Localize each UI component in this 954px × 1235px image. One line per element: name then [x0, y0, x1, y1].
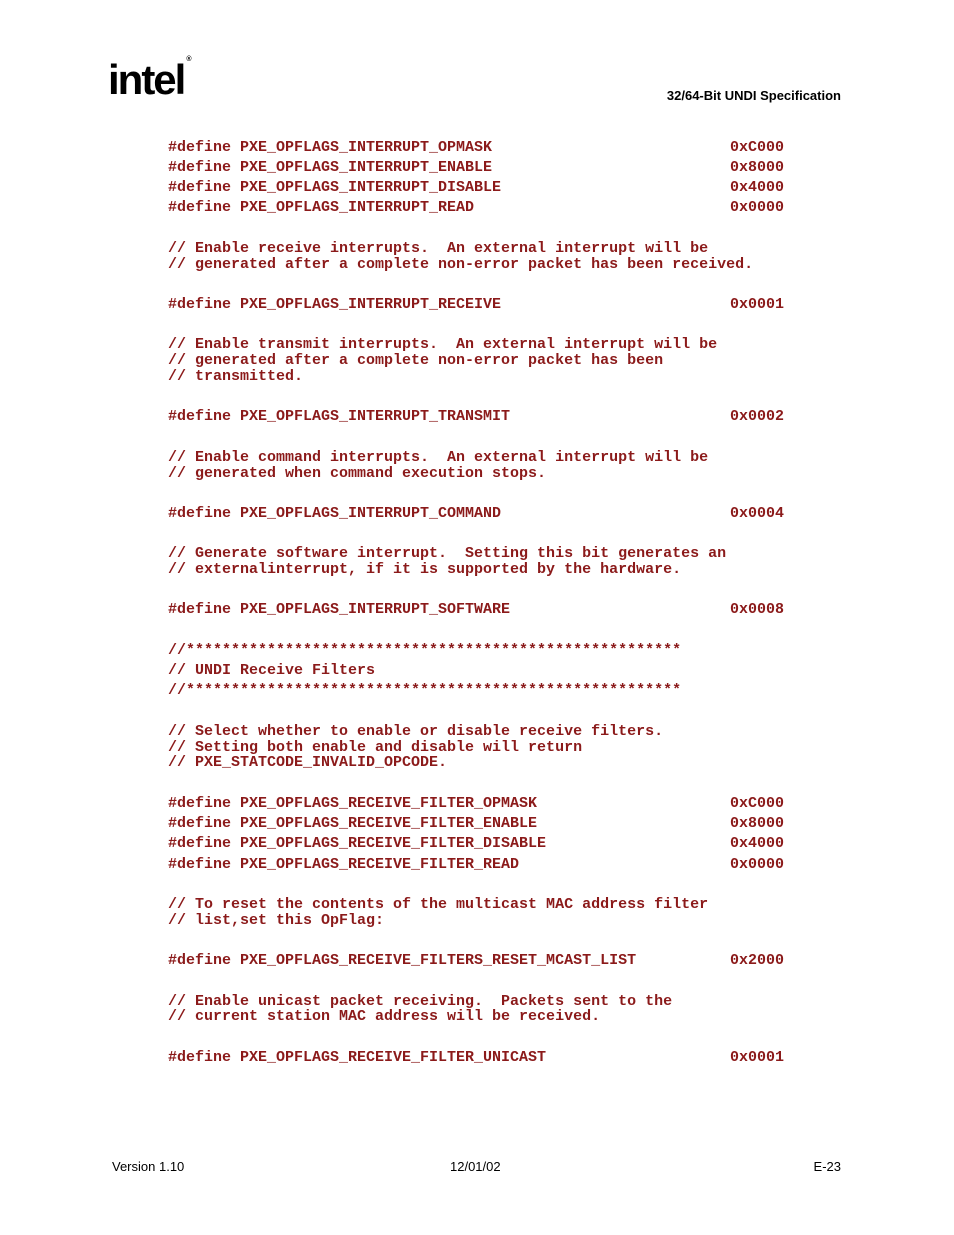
code-value: 0x0008	[730, 601, 785, 618]
code-value: 0xC000	[730, 795, 785, 812]
code-comment: //*******************************************************	[168, 682, 682, 699]
code-comment: // Enable unicast packet receiving. Packets sent to the	[168, 993, 673, 1010]
footer-date: 12/01/02	[450, 1159, 501, 1174]
code-line: #define PXE_OPFLAGS_INTERRUPT_COMMAND	[168, 505, 502, 522]
code-comment: // externalinterrupt, if it is supported by the hardware.	[168, 561, 682, 578]
code-value: 0x0004	[730, 505, 785, 522]
code-line: #define PXE_OPFLAGS_INTERRUPT_DISABLE	[168, 179, 502, 196]
code-comment: // Enable command interrupts. An external interrupt will be	[168, 449, 709, 466]
code-value: 0x0000	[730, 856, 785, 873]
code-comment: // transmitted.	[168, 368, 304, 385]
code-line: #define PXE_OPFLAGS_INTERRUPT_TRANSMIT	[168, 408, 511, 425]
code-comment: // Enable transmit interrupts. An external interrupt will be	[168, 336, 718, 353]
code-value: 0x0002	[730, 408, 785, 425]
code-value: 0x4000	[730, 835, 785, 852]
code-line: #define PXE_OPFLAGS_RECEIVE_FILTER_UNICAST	[168, 1049, 547, 1066]
code-comment: // Setting both enable and disable will return	[168, 739, 583, 756]
code-line: #define PXE_OPFLAGS_RECEIVE_FILTERS_RESET_MCAST_LIST	[168, 952, 637, 969]
code-comment: // To reset the contents of the multicast MAC address filter	[168, 896, 709, 913]
code-line: #define PXE_OPFLAGS_INTERRUPT_OPMASK	[168, 139, 493, 156]
intel-logo: intel ®	[108, 56, 192, 103]
code-line: #define PXE_OPFLAGS_INTERRUPT_READ	[168, 199, 475, 216]
code-line: #define PXE_OPFLAGS_RECEIVE_FILTER_READ	[168, 856, 520, 873]
code-value: 0xC000	[730, 139, 785, 156]
code-comment: // generated when command execution stops.	[168, 465, 547, 482]
code-value: 0x0000	[730, 199, 785, 216]
footer-page-number: E-23	[813, 1159, 841, 1174]
code-comment: // list,set this OpFlag:	[168, 912, 385, 929]
code-comment: // current station MAC address will be received.	[168, 1008, 601, 1025]
code-line: #define PXE_OPFLAGS_RECEIVE_FILTER_OPMASK	[168, 795, 538, 812]
code-comment: // Select whether to enable or disable receive filters.	[168, 723, 664, 740]
document-title: 32/64-Bit UNDI Specification	[666, 88, 841, 103]
code-comment: //*******************************************************	[168, 642, 682, 659]
code-comment: // Generate software interrupt. Setting this bit generates an	[168, 545, 727, 562]
footer-version: Version 1.10	[112, 1159, 185, 1174]
code-value: 0x8000	[730, 815, 785, 832]
code-value: 0x2000	[730, 952, 785, 969]
code-comment: // PXE_STATCODE_INVALID_OPCODE.	[168, 754, 448, 771]
code-value: 0x4000	[730, 179, 785, 196]
code-line: #define PXE_OPFLAGS_INTERRUPT_ENABLE	[168, 159, 493, 176]
code-comment: // generated after a complete non-error packet has been	[168, 352, 664, 369]
code-value: 0x8000	[730, 159, 785, 176]
code-line: #define PXE_OPFLAGS_RECEIVE_FILTER_DISABLE	[168, 835, 547, 852]
code-comment: // Enable receive interrupts. An external interrupt will be	[168, 240, 709, 257]
code-value: 0x0001	[730, 296, 785, 313]
code-line: #define PXE_OPFLAGS_INTERRUPT_RECEIVE	[168, 296, 502, 313]
code-line: #define PXE_OPFLAGS_INTERRUPT_SOFTWARE	[168, 601, 511, 618]
code-comment: // generated after a complete non-error packet has been received.	[168, 256, 754, 273]
code-comment: // UNDI Receive Filters	[168, 662, 376, 679]
code-line: #define PXE_OPFLAGS_RECEIVE_FILTER_ENABLE	[168, 815, 538, 832]
code-value: 0x0001	[730, 1049, 785, 1066]
